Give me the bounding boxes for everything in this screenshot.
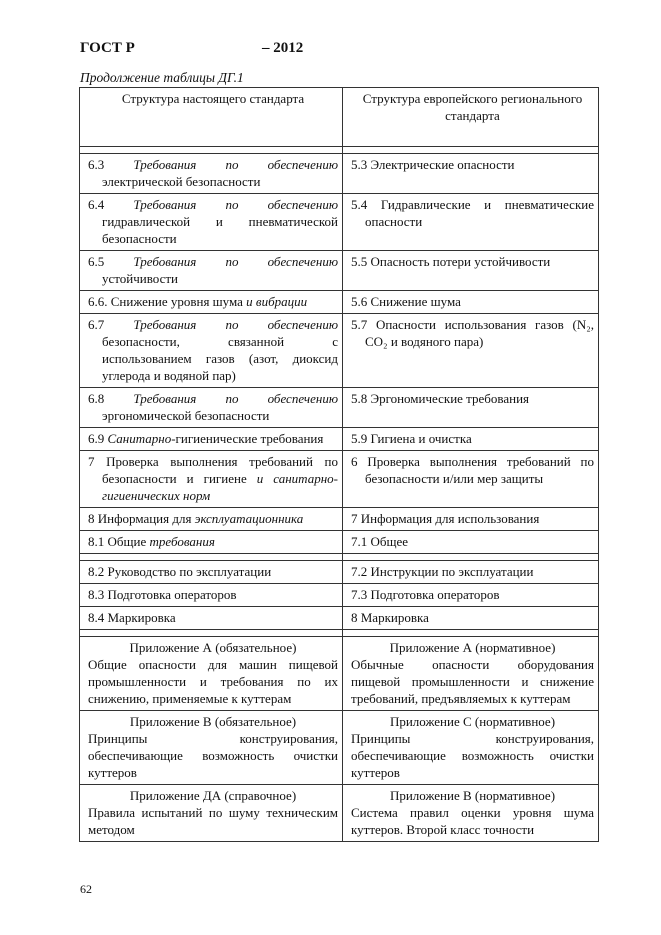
cell-text: 6.6. Снижение уровня шума: [88, 294, 247, 309]
table-row: [80, 251, 599, 291]
european-standard-cell: 5.9 Гигиена и очистка: [343, 428, 599, 451]
european-standard-cell: 5.6 Снижение шума: [343, 291, 599, 314]
current-standard-cell: [80, 251, 343, 291]
current-standard-cell: [80, 607, 343, 630]
european-standard-cell: 5.5 Опасность потери устойчивости: [343, 251, 599, 291]
table-caption: Продолжение таблицы ДГ.1: [80, 70, 244, 85]
european-standard-cell: 7.1 Общее: [343, 531, 599, 554]
current-standard-cell: [80, 388, 343, 428]
current-standard-cell: [80, 194, 343, 251]
appendix-body: Принципы конструирования, обеспечивающие возможность очистки куттеров: [88, 731, 338, 780]
cell-text: устойчивости: [102, 271, 179, 286]
cell-text: 6.3: [88, 157, 134, 172]
cell-text: 7 Проверка выполнения требований по безопасности и гигиене: [88, 454, 338, 486]
table-row: [80, 388, 599, 428]
table-row: [80, 451, 599, 508]
cell-text: Требования по обеспечению: [133, 197, 339, 212]
european-standard-cell: 6 Проверка выполнения требований по безопасности и/или мер защиты: [343, 451, 599, 508]
cell-text: 8.4 Маркировка: [88, 610, 176, 625]
european-appendix-cell: [343, 711, 599, 785]
appendix-row: [80, 637, 599, 711]
table-row: [80, 531, 599, 554]
cell-text: 8.1 Общие: [88, 534, 150, 549]
cell-text: Требования по обеспечению: [133, 391, 339, 406]
table-row: [80, 194, 599, 251]
cell-text: 6.9: [88, 431, 108, 446]
appendix-row: [80, 785, 599, 842]
current-standard-cell: [80, 561, 343, 584]
appendix-body: Общие опасности для машин пищевой промышленности и требования по их снижению, применяемые к куттерам: [88, 657, 338, 706]
cell-text: 8.3 Подготовка операторов: [88, 587, 237, 602]
table-row: [80, 291, 599, 314]
cell-text: гидравлической и пневматической безопасности: [102, 214, 338, 246]
table-row: [80, 508, 599, 531]
cell-text: требования: [149, 534, 215, 549]
current-standard-cell: [80, 584, 343, 607]
current-standard-cell: [80, 314, 343, 388]
spacer-row: [80, 630, 599, 637]
appendix-body: Обычные опасности оборудования пищевой промышленности и снижение требований, предъявляемых к куттерам: [351, 657, 594, 706]
cell-text: эргономической безопасности: [102, 408, 270, 423]
standard-year: – 2012: [262, 40, 304, 56]
cell-text: 8.2 Руководство по эксплуатации: [88, 564, 272, 579]
current-appendix-cell: [80, 711, 343, 785]
appendix-body: Принципы конструирования, обеспечивающие возможность очистки куттеров: [351, 731, 594, 780]
cell-text: Требования по обеспечению: [133, 157, 339, 172]
appendix-title: Приложение С (нормативное): [389, 714, 556, 729]
column-header-right: Структура европейского регионального стандарта: [343, 88, 599, 147]
appendix-title: Приложение А (обязательное): [129, 640, 297, 655]
cell-text: Требования по обеспечению: [133, 254, 339, 269]
appendix-title: Приложение В (нормативное): [389, 788, 556, 803]
spacer-row: [80, 554, 599, 561]
european-standard-cell: 5.7 Опасности использования газов (N₂, CO₂ и водяного пара): [343, 314, 599, 388]
table-row: [80, 607, 599, 630]
document-header: [80, 40, 304, 57]
cell-text: электрической безопасности: [102, 174, 261, 189]
european-standard-cell: 5.4 Гидравлические и пневматические опасности: [343, 194, 599, 251]
table-row: [80, 428, 599, 451]
current-standard-cell: [80, 154, 343, 194]
appendix-title: Приложение В (обязательное): [129, 714, 297, 729]
structure-comparison-table: [79, 87, 599, 842]
table-row: [80, 584, 599, 607]
european-standard-cell: 7 Информация для использования: [343, 508, 599, 531]
cell-text: 8 Информация для: [88, 511, 195, 526]
current-standard-cell: [80, 451, 343, 508]
european-standard-cell: 8 Маркировка: [343, 607, 599, 630]
appendix-body: Система правил оценки уровня шума куттеров. Второй класс точности: [351, 805, 594, 837]
cell-text: 6.5: [88, 254, 134, 269]
cell-text: 6.4: [88, 197, 134, 212]
current-standard-cell: [80, 508, 343, 531]
current-standard-cell: [80, 291, 343, 314]
standard-code: ГОСТ Р: [80, 40, 135, 56]
european-appendix-cell: [343, 637, 599, 711]
cell-text: и санитарно-гигиенических норм: [102, 471, 338, 503]
european-standard-cell: 7.3 Подготовка операторов: [343, 584, 599, 607]
appendix-title: Приложение ДА (справочное): [129, 788, 297, 803]
current-appendix-cell: [80, 785, 343, 842]
appendix-title: Приложение А (нормативное): [389, 640, 556, 655]
page-number: 62: [80, 882, 92, 896]
cell-text: 6.8: [88, 391, 134, 406]
european-standard-cell: 7.2 Инструкции по эксплуатации: [343, 561, 599, 584]
appendix-body: Правила испытаний по шуму техническим методом: [88, 805, 338, 837]
table-row: [80, 314, 599, 388]
european-standard-cell: 5.3 Электрические опасности: [343, 154, 599, 194]
cell-text: 6.7: [88, 317, 134, 332]
current-standard-cell: [80, 531, 343, 554]
column-header-left: Структура настоящего стандарта: [80, 88, 343, 147]
european-standard-cell: 5.8 Эргономические требования: [343, 388, 599, 428]
cell-text: -гигиенические требования: [171, 431, 324, 446]
table-row: [80, 154, 599, 194]
current-standard-cell: [80, 428, 343, 451]
cell-text: и вибрации: [246, 294, 308, 309]
cell-text: Требования по обеспечению: [133, 317, 339, 332]
current-appendix-cell: [80, 637, 343, 711]
cell-text: безопасности, связанной с использованием газов (азот, диоксид углерода и водяной пар): [102, 334, 338, 383]
appendix-row: [80, 711, 599, 785]
header-gap-row: [80, 147, 599, 154]
table-row: [80, 561, 599, 584]
cell-text: Санитарно: [107, 431, 172, 446]
table-header-row: [80, 88, 599, 147]
cell-text: эксплуатационника: [194, 511, 304, 526]
european-appendix-cell: [343, 785, 599, 842]
